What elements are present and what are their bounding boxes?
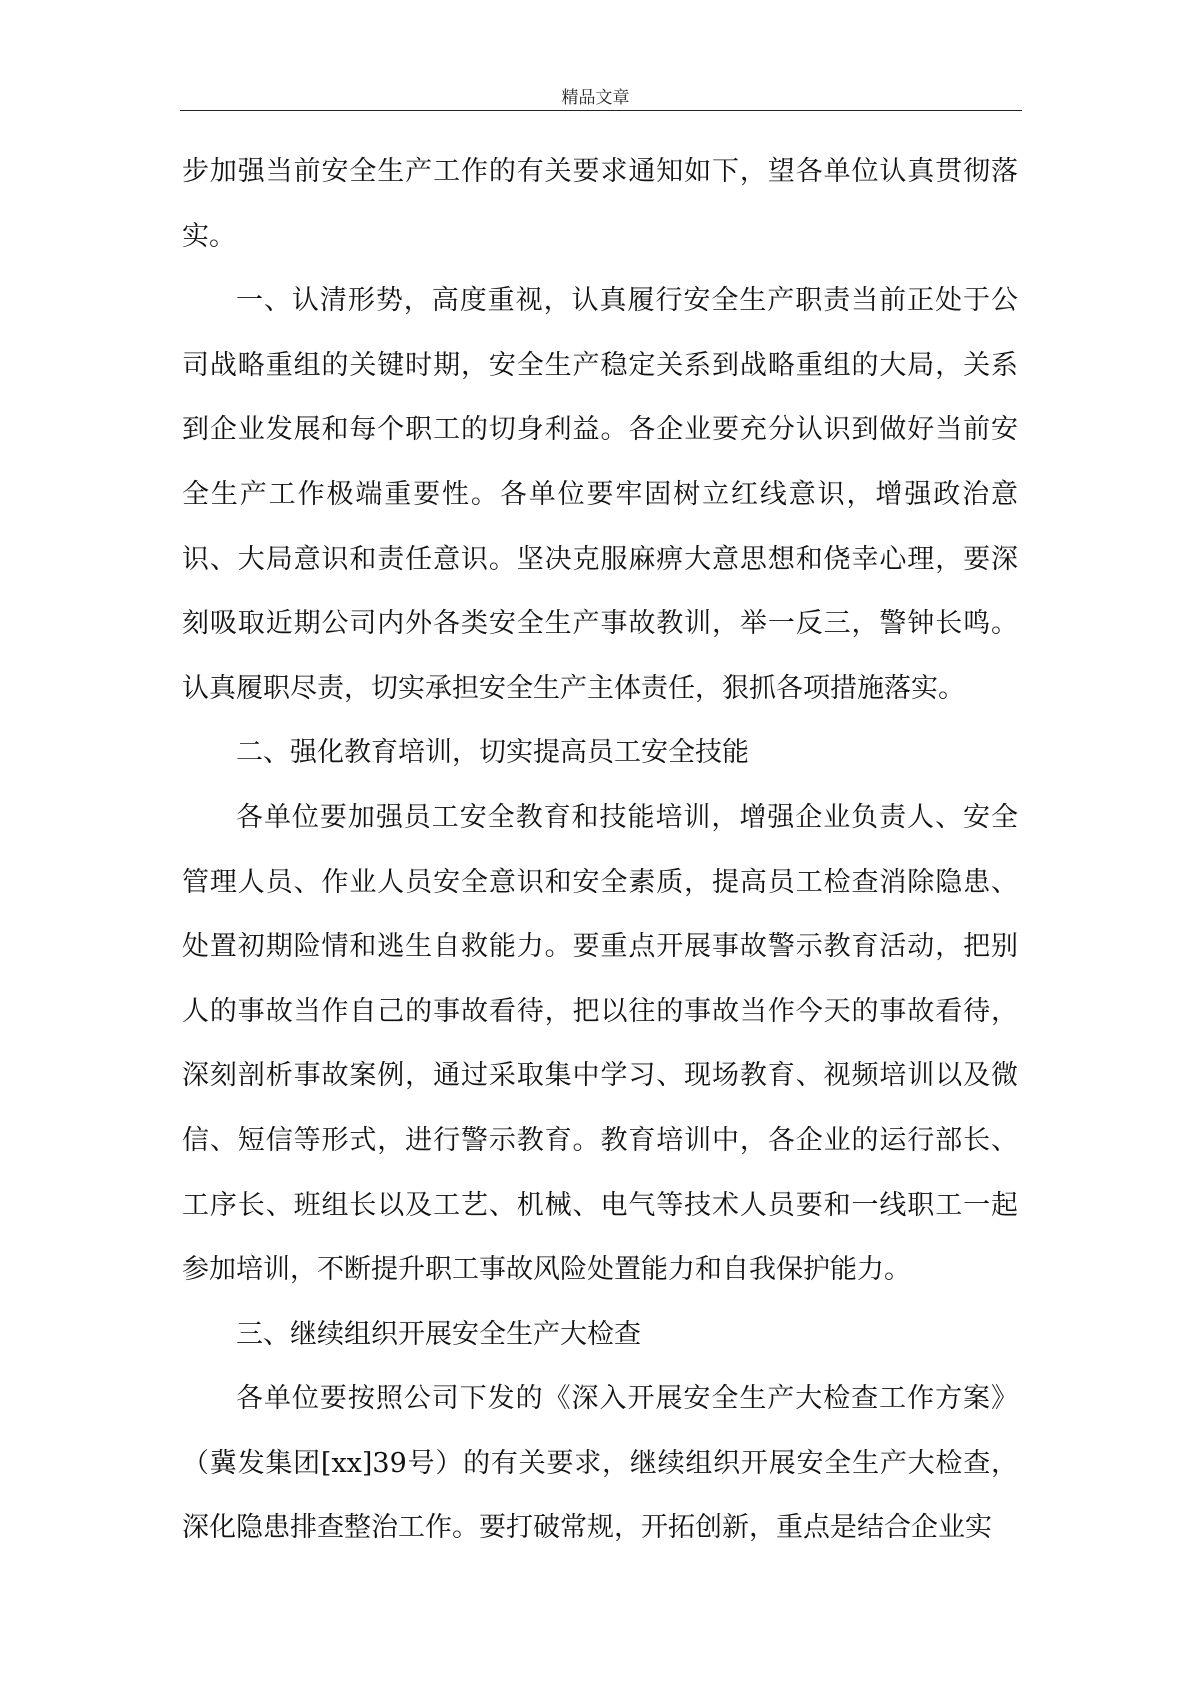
page-header-title: 精品文章 [561, 88, 630, 108]
section-heading: 三、继续组织开展安全生产大检查 [236, 1318, 641, 1350]
paragraph: 各单位要加强员工安全教育和技能培训，增强企业负责人、安全管理人员、作业人员安全意识和安全素质，提高员工检查消除隐患、处置初期险情和逃生自救能力。要重点开展事故警示教育活动，把别人的事故当作自己的事故看待，把以往的事故当作今天的事故看待，深刻剖析事故案例，通过采取集中学习、现场教育、视频培训以及微信、短信等形式，进行警示教育。教育培训中，各企业的运行部长、工序长、班组长以及工艺、机械、电气等技术人员要和一线职工一起参加培训，不断提升职工事故风险处置能力和自我保护能力。 [182, 801, 1018, 1286]
paragraph: 一、认清形势，高度重视，认真履行安全生产职责当前正处于公司战略重组的关键时期，安全生产稳定关系到战略重组的大局，关系到企业发展和每个职工的切身利益。各企业要充分认识到做好当前安全生产工作极端重要性。各单位要牢固树立红线意识，增强政治意识、大局意识和责任意识。坚决克服麻痹大意思想和侥幸心理，要深刻吸取近期公司内外各类安全生产事故教训，举一反三，警钟长鸣。认真履职尽责，切实承担安全生产主体责任，狠抓各项措施落实。 [182, 285, 1018, 704]
section-heading: 二、强化教育培训，切实提高员工安全技能 [236, 737, 749, 769]
paragraph: 步加强当前安全生产工作的有关要求通知如下，望各单位认真贯彻落实。 [182, 156, 1018, 252]
header-rule [180, 110, 1022, 111]
document-body [182, 140, 1018, 1561]
paragraph: 各单位要按照公司下发的《深入开展安全生产大检查工作方案》（冀发集团[xx]39号）的有关要求，继续组织开展安全生产大检查，深化隐患排查整治工作。要打破常规，开拓创新，重点是结合企业实 [182, 1383, 1018, 1544]
